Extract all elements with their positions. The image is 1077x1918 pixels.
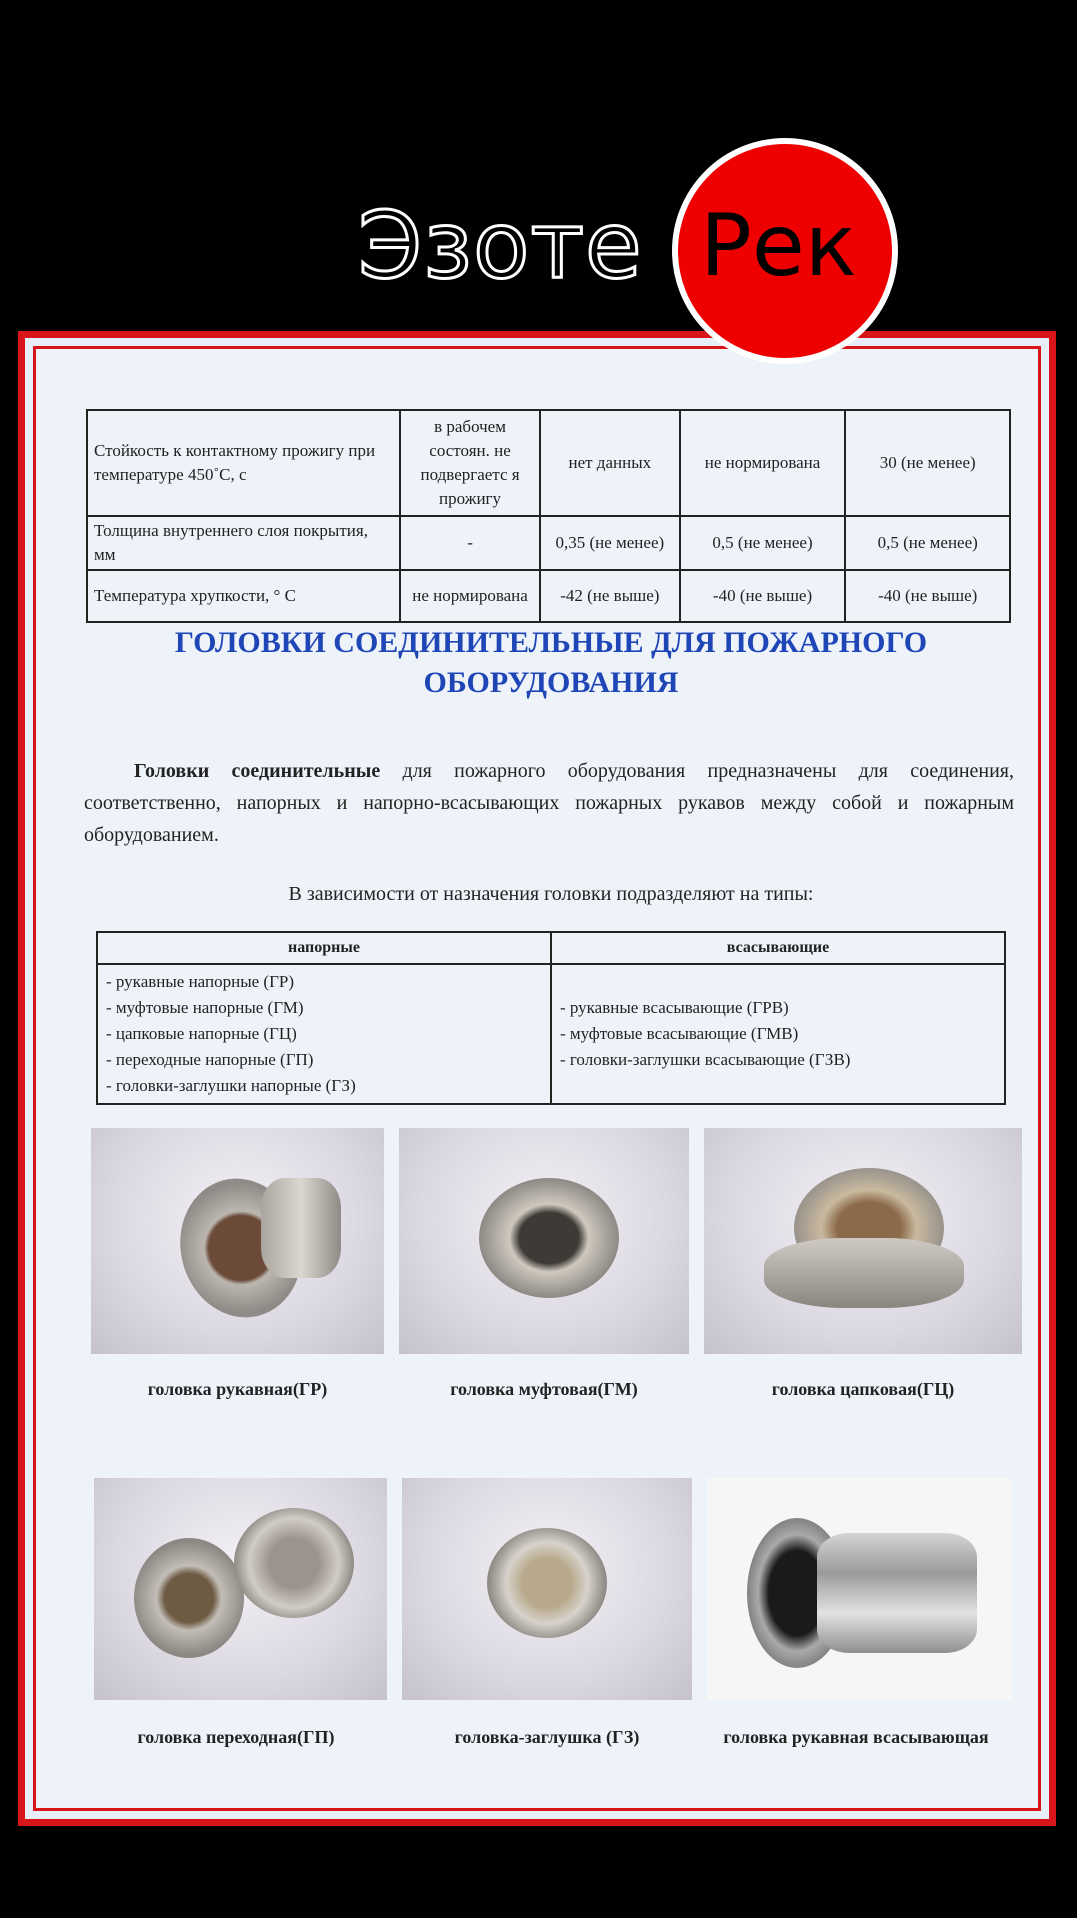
paragraph-text: для пожарного оборудования предназначены для соединения, соответственно, напорных и напорно-всасывающих пожарных рукавов между собой и пожарным оборудованием. xyxy=(84,760,1015,846)
table-row xyxy=(87,410,1010,516)
caption: головка цапковая(ГЦ) xyxy=(771,1379,955,1399)
caption: головка рукавная всасывающая xyxy=(723,1727,989,1747)
table-cell: Стойкость к контактному прожигу при температуре 450˚С, с xyxy=(87,410,400,516)
types-intro: В зависимости от назначения головки подразделяют на типы: xyxy=(288,883,814,905)
types-header-pressure: напорные xyxy=(97,932,551,964)
types-right-cell xyxy=(551,964,1005,1104)
list-item: - рукавные всасывающие (ГРВ) xyxy=(559,998,789,1017)
suction-coupling-photo xyxy=(707,1478,1012,1700)
brand-text-left: Эзоте xyxy=(358,192,643,299)
table-cell: 0,5 (не менее) xyxy=(845,516,1010,570)
caption: головка-заглушка (ГЗ) xyxy=(454,1727,640,1747)
poster-inner-frame xyxy=(33,346,1041,1811)
caption: головка переходная(ГП) xyxy=(137,1727,335,1747)
table-cell: не нормирована xyxy=(400,570,540,622)
hose-coupling-photo xyxy=(91,1128,384,1354)
adapter-coupling-photo xyxy=(94,1478,387,1700)
paragraph-bold: Головки соединительные xyxy=(134,760,381,782)
list-item: - головки-заглушки всасывающие (ГЗВ) xyxy=(559,1050,851,1069)
title-line-2: ОБОРУДОВАНИЯ xyxy=(423,666,679,699)
table-cell: Температура хрупкости, ° С xyxy=(87,570,400,622)
table-cell: в рабочем состоян. не подвергаетс я прожигу xyxy=(400,410,540,516)
properties-table xyxy=(86,409,1011,623)
description-paragraph xyxy=(84,755,1014,851)
table-row xyxy=(87,570,1010,622)
table-cell: 30 (не менее) xyxy=(845,410,1010,516)
table-cell: Толщина внутреннего слоя покрытия, мм xyxy=(87,516,400,570)
list-item: - муфтовые напорные (ГМ) xyxy=(106,998,304,1017)
threaded-coupling-photo xyxy=(704,1128,1022,1354)
title-line-1: ГОЛОВКИ СОЕДИНИТЕЛЬНЫЕ ДЛЯ ПОЖАРНОГО xyxy=(174,626,928,659)
table-cell: -40 (не выше) xyxy=(680,570,846,622)
table-cell: нет данных xyxy=(540,410,680,516)
table-cell: 0,5 (не менее) xyxy=(680,516,846,570)
table-row xyxy=(87,516,1010,570)
list-item: - переходные напорные (ГП) xyxy=(106,1050,314,1069)
page-title xyxy=(76,623,1026,703)
types-header-suction: всасывающие xyxy=(551,932,1005,964)
list-item: - цапковые напорные (ГЦ) xyxy=(106,1024,297,1043)
poster xyxy=(18,331,1056,1826)
cap-coupling-photo xyxy=(402,1478,692,1700)
table-cell: 0,35 (не менее) xyxy=(540,516,680,570)
sleeve-coupling-photo xyxy=(399,1128,689,1354)
table-cell: -42 (не выше) xyxy=(540,570,680,622)
caption: головка рукавная(ГР) xyxy=(147,1379,328,1399)
table-cell: -40 (не выше) xyxy=(845,570,1010,622)
caption: головка муфтовая(ГМ) xyxy=(450,1379,638,1399)
types-left-cell xyxy=(97,964,551,1104)
list-item: - головки-заглушки напорные (ГЗ) xyxy=(106,1076,356,1095)
bottom-black-bar xyxy=(0,1840,1077,1918)
table-cell: не нормирована xyxy=(680,410,846,516)
table-cell: - xyxy=(400,516,540,570)
types-table xyxy=(96,931,1006,1105)
list-item: - рукавные напорные (ГР) xyxy=(106,972,295,991)
brand-text-right: Рек xyxy=(700,196,857,296)
list-item: - муфтовые всасывающие (ГМВ) xyxy=(559,1024,799,1043)
